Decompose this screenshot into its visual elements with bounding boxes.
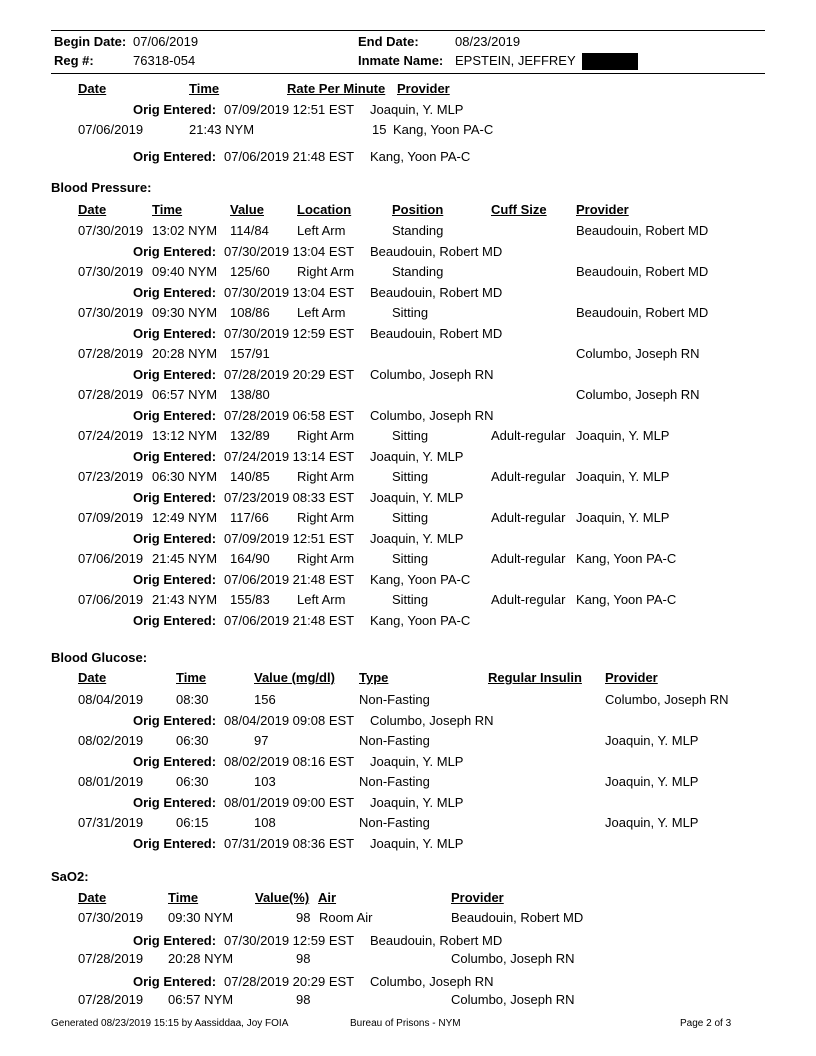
bp-date: 07/09/2019 — [78, 510, 144, 525]
bp-position: Sitting — [392, 510, 429, 525]
bp-position: Sitting — [392, 305, 429, 320]
orig-entered-timestamp: 07/06/2019 21:48 EST — [224, 572, 355, 587]
sao2-date: 07/28/2019 — [78, 951, 144, 966]
sao2-header-air: Air — [318, 890, 337, 905]
bp-cuff-size: Adult-regular — [491, 428, 566, 443]
bg-time: 06:30 — [176, 774, 209, 789]
bg-provider: Columbo, Joseph RN — [605, 692, 729, 707]
orig-entered-label: Orig Entered: — [133, 408, 217, 423]
bp-date: 07/24/2019 — [78, 428, 144, 443]
bp-header-time: Time — [152, 202, 183, 217]
bp-header-date: Date — [78, 202, 107, 217]
sao2-header-date: Date — [78, 890, 107, 905]
orig-entered-by: Beaudouin, Robert MD — [370, 933, 503, 948]
orig-entered-label: Orig Entered: — [133, 933, 217, 948]
bg-value: 156 — [254, 692, 276, 707]
bp-provider: Joaquin, Y. MLP — [576, 469, 670, 484]
bp-location: Left Arm — [297, 305, 346, 320]
pulse-header-time: Time — [189, 81, 220, 96]
bp-header-provider: Provider — [576, 202, 629, 217]
bg-header-provider: Provider — [605, 670, 658, 685]
sao2-provider: Columbo, Joseph RN — [451, 992, 575, 1007]
orig-entered-label: Orig Entered: — [133, 572, 217, 587]
pulse-date: 07/06/2019 — [78, 122, 144, 137]
footer-bureau: Bureau of Prisons - NYM — [350, 1018, 461, 1029]
bp-value: 155/83 — [230, 592, 270, 607]
sao2-time: 20:28 NYM — [168, 951, 234, 966]
inmate-name-value: EPSTEIN, JEFFREY — [455, 53, 576, 68]
bg-header-time: Time — [176, 670, 207, 685]
bp-location: Left Arm — [297, 223, 346, 238]
orig-entered-timestamp: 07/06/2019 21:48 EST — [224, 613, 355, 628]
begin-date-value: 07/06/2019 — [133, 34, 199, 49]
bg-date: 08/04/2019 — [78, 692, 144, 707]
sao2-header-time: Time — [168, 890, 199, 905]
orig-entered-label: Orig Entered: — [133, 613, 217, 628]
orig-entered-by: Kang, Yoon PA-C — [370, 149, 471, 164]
bp-date: 07/30/2019 — [78, 305, 144, 320]
sao2-header-provider: Provider — [451, 890, 504, 905]
orig-entered-timestamp: 07/28/2019 20:29 EST — [224, 367, 355, 382]
bp-value: 108/86 — [230, 305, 270, 320]
bp-time: 06:57 NYM — [152, 387, 218, 402]
bg-type: Non-Fasting — [359, 815, 430, 830]
bp-value: 140/85 — [230, 469, 270, 484]
bp-cuff-size: Adult-regular — [491, 469, 566, 484]
orig-entered-label: Orig Entered: — [133, 836, 217, 851]
reg-value: 76318-054 — [133, 53, 196, 68]
pulse-rate: 15 — [372, 122, 387, 137]
bp-date: 07/06/2019 — [78, 592, 144, 607]
orig-entered-label: Orig Entered: — [133, 531, 217, 546]
orig-entered-by: Beaudouin, Robert MD — [370, 244, 503, 259]
orig-entered-by: Beaudouin, Robert MD — [370, 285, 503, 300]
end-date-label: End Date: — [358, 34, 419, 49]
orig-entered-by: Kang, Yoon PA-C — [370, 572, 471, 587]
bp-location: Right Arm — [297, 551, 355, 566]
orig-entered-by: Kang, Yoon PA-C — [370, 613, 471, 628]
orig-entered-timestamp: 07/24/2019 13:14 EST — [224, 449, 355, 464]
pulse-header-date: Date — [78, 81, 107, 96]
orig-entered-timestamp: 07/30/2019 13:04 EST — [224, 285, 355, 300]
bp-position: Standing — [392, 264, 444, 279]
sao2-time: 09:30 NYM — [168, 910, 234, 925]
bp-time: 20:28 NYM — [152, 346, 218, 361]
orig-entered-timestamp: 08/01/2019 09:00 EST — [224, 795, 355, 810]
bp-value: 138/80 — [230, 387, 270, 402]
bg-provider: Joaquin, Y. MLP — [605, 774, 699, 789]
bp-location: Right Arm — [297, 264, 355, 279]
bp-location: Left Arm — [297, 592, 346, 607]
bg-time: 06:15 — [176, 815, 209, 830]
bg-value: 97 — [254, 733, 269, 748]
blood-pressure-title: Blood Pressure: — [51, 180, 152, 195]
orig-entered-label: Orig Entered: — [133, 244, 217, 259]
footer-page-number: Page 2 of 3 — [680, 1018, 732, 1029]
bp-provider: Columbo, Joseph RN — [576, 387, 700, 402]
bp-time: 21:45 NYM — [152, 551, 218, 566]
bg-provider: Joaquin, Y. MLP — [605, 815, 699, 830]
sao2-title: SaO2: — [51, 869, 89, 884]
sao2-provider: Beaudouin, Robert MD — [451, 910, 584, 925]
sao2-date: 07/30/2019 — [78, 910, 144, 925]
orig-entered-timestamp: 08/04/2019 09:08 EST — [224, 713, 355, 728]
orig-entered-label: Orig Entered: — [133, 974, 217, 989]
bp-time: 06:30 NYM — [152, 469, 218, 484]
bg-provider: Joaquin, Y. MLP — [605, 733, 699, 748]
orig-entered-label: Orig Entered: — [133, 326, 217, 341]
bg-date: 08/02/2019 — [78, 733, 144, 748]
bp-time: 21:43 NYM — [152, 592, 218, 607]
bp-value: 157/91 — [230, 346, 270, 361]
bg-header-regular-insulin: Regular Insulin — [488, 670, 582, 685]
bp-location: Right Arm — [297, 469, 355, 484]
bg-time: 06:30 — [176, 733, 209, 748]
pulse-header-rate: Rate Per Minute — [287, 81, 386, 96]
bp-date: 07/28/2019 — [78, 387, 144, 402]
begin-date-label: Begin Date: — [54, 34, 127, 49]
orig-entered-by: Joaquin, Y. MLP — [370, 102, 464, 117]
orig-entered-label: Orig Entered: — [133, 449, 217, 464]
bp-cuff-size: Adult-regular — [491, 592, 566, 607]
orig-entered-label: Orig Entered: — [133, 795, 217, 810]
bg-time: 08:30 — [176, 692, 209, 707]
bg-type: Non-Fasting — [359, 692, 430, 707]
sao2-header-value: Value(%) — [255, 890, 310, 905]
bp-provider: Joaquin, Y. MLP — [576, 510, 670, 525]
bp-position: Standing — [392, 223, 444, 238]
bp-value: 125/60 — [230, 264, 270, 279]
orig-entered-label: Orig Entered: — [133, 149, 217, 164]
bg-value: 103 — [254, 774, 276, 789]
bg-header-value: Value (mg/dl) — [254, 670, 335, 685]
bp-provider: Beaudouin, Robert MD — [576, 223, 709, 238]
bp-position: Sitting — [392, 469, 429, 484]
footer-generated: Generated 08/23/2019 15:15 by Aassiddaa, Joy FOIA — [51, 1018, 289, 1029]
bp-time: 09:30 NYM — [152, 305, 218, 320]
orig-entered-timestamp: 07/30/2019 13:04 EST — [224, 244, 355, 259]
bp-header-position: Position — [392, 202, 444, 217]
orig-entered-by: Columbo, Joseph RN — [370, 367, 494, 382]
blood-glucose-title: Blood Glucose: — [51, 650, 148, 665]
sao2-date: 07/28/2019 — [78, 992, 144, 1007]
bp-time: 13:12 NYM — [152, 428, 218, 443]
bp-date: 07/30/2019 — [78, 223, 144, 238]
orig-entered-by: Joaquin, Y. MLP — [370, 531, 464, 546]
orig-entered-label: Orig Entered: — [133, 713, 217, 728]
bp-provider: Beaudouin, Robert MD — [576, 305, 709, 320]
bp-position: Sitting — [392, 592, 429, 607]
sao2-value: 98 — [296, 951, 311, 966]
bp-location: Right Arm — [297, 428, 355, 443]
reg-label: Reg #: — [54, 53, 94, 68]
inmate-name-label: Inmate Name: — [358, 53, 444, 68]
orig-entered-by: Joaquin, Y. MLP — [370, 836, 464, 851]
bp-provider: Joaquin, Y. MLP — [576, 428, 670, 443]
orig-entered-label: Orig Entered: — [133, 490, 217, 505]
orig-entered-by: Joaquin, Y. MLP — [370, 449, 464, 464]
bp-provider: Kang, Yoon PA-C — [576, 551, 677, 566]
orig-entered-timestamp: 07/06/2019 21:48 EST — [224, 149, 355, 164]
orig-entered-timestamp: 07/09/2019 12:51 EST — [224, 531, 355, 546]
sao2-value: 98 — [296, 910, 311, 925]
bg-type: Non-Fasting — [359, 733, 430, 748]
bp-value: 117/66 — [230, 510, 269, 525]
orig-entered-by: Joaquin, Y. MLP — [370, 754, 464, 769]
orig-entered-timestamp: 07/31/2019 08:36 EST — [224, 836, 355, 851]
bp-location: Right Arm — [297, 510, 355, 525]
bp-date: 07/06/2019 — [78, 551, 144, 566]
orig-entered-timestamp: 07/28/2019 20:29 EST — [224, 974, 355, 989]
orig-entered-timestamp: 07/28/2019 06:58 EST — [224, 408, 355, 423]
bp-date: 07/28/2019 — [78, 346, 144, 361]
bp-provider: Beaudouin, Robert MD — [576, 264, 709, 279]
bp-time: 13:02 NYM — [152, 223, 218, 238]
bp-value: 164/90 — [230, 551, 270, 566]
bp-header-value: Value — [230, 202, 264, 217]
bg-date: 07/31/2019 — [78, 815, 144, 830]
orig-entered-timestamp: 08/02/2019 08:16 EST — [224, 754, 355, 769]
bp-provider: Columbo, Joseph RN — [576, 346, 700, 361]
orig-entered-label: Orig Entered: — [133, 285, 217, 300]
bp-cuff-size: Adult-regular — [491, 510, 566, 525]
orig-entered-by: Columbo, Joseph RN — [370, 713, 494, 728]
orig-entered-timestamp: 07/30/2019 12:59 EST — [224, 326, 355, 341]
pulse-header-provider: Provider — [397, 81, 450, 96]
bp-header-cuff-size: Cuff Size — [491, 202, 547, 217]
bg-type: Non-Fasting — [359, 774, 430, 789]
bg-date: 08/01/2019 — [78, 774, 144, 789]
orig-entered-label: Orig Entered: — [133, 367, 217, 382]
bg-header-type: Type — [359, 670, 389, 685]
bp-header-location: Location — [297, 202, 352, 217]
bp-provider: Kang, Yoon PA-C — [576, 592, 677, 607]
orig-entered-label: Orig Entered: — [133, 102, 217, 117]
bp-value: 114/84 — [230, 223, 269, 238]
sao2-time: 06:57 NYM — [168, 992, 234, 1007]
pulse-time: 21:43 NYM — [189, 122, 255, 137]
orig-entered-by: Columbo, Joseph RN — [370, 974, 494, 989]
bp-cuff-size: Adult-regular — [491, 551, 566, 566]
orig-entered-by: Columbo, Joseph RN — [370, 408, 494, 423]
orig-entered-timestamp: 07/09/2019 12:51 EST — [224, 102, 355, 117]
sao2-provider: Columbo, Joseph RN — [451, 951, 575, 966]
end-date-value: 08/23/2019 — [455, 34, 521, 49]
orig-entered-by: Beaudouin, Robert MD — [370, 326, 503, 341]
bp-time: 12:49 NYM — [152, 510, 218, 525]
bp-position: Sitting — [392, 551, 429, 566]
bp-date: 07/30/2019 — [78, 264, 144, 279]
sao2-air: Room Air — [319, 910, 373, 925]
orig-entered-label: Orig Entered: — [133, 754, 217, 769]
bp-date: 07/23/2019 — [78, 469, 144, 484]
bp-position: Sitting — [392, 428, 429, 443]
orig-entered-by: Joaquin, Y. MLP — [370, 490, 464, 505]
pulse-provider: Kang, Yoon PA-C — [393, 122, 494, 137]
bp-value: 132/89 — [230, 428, 270, 443]
bg-value: 108 — [254, 815, 276, 830]
orig-entered-by: Joaquin, Y. MLP — [370, 795, 464, 810]
bp-time: 09:40 NYM — [152, 264, 218, 279]
bg-header-date: Date — [78, 670, 107, 685]
sao2-value: 98 — [296, 992, 311, 1007]
orig-entered-timestamp: 07/23/2019 08:33 EST — [224, 490, 355, 505]
orig-entered-timestamp: 07/30/2019 12:59 EST — [224, 933, 355, 948]
